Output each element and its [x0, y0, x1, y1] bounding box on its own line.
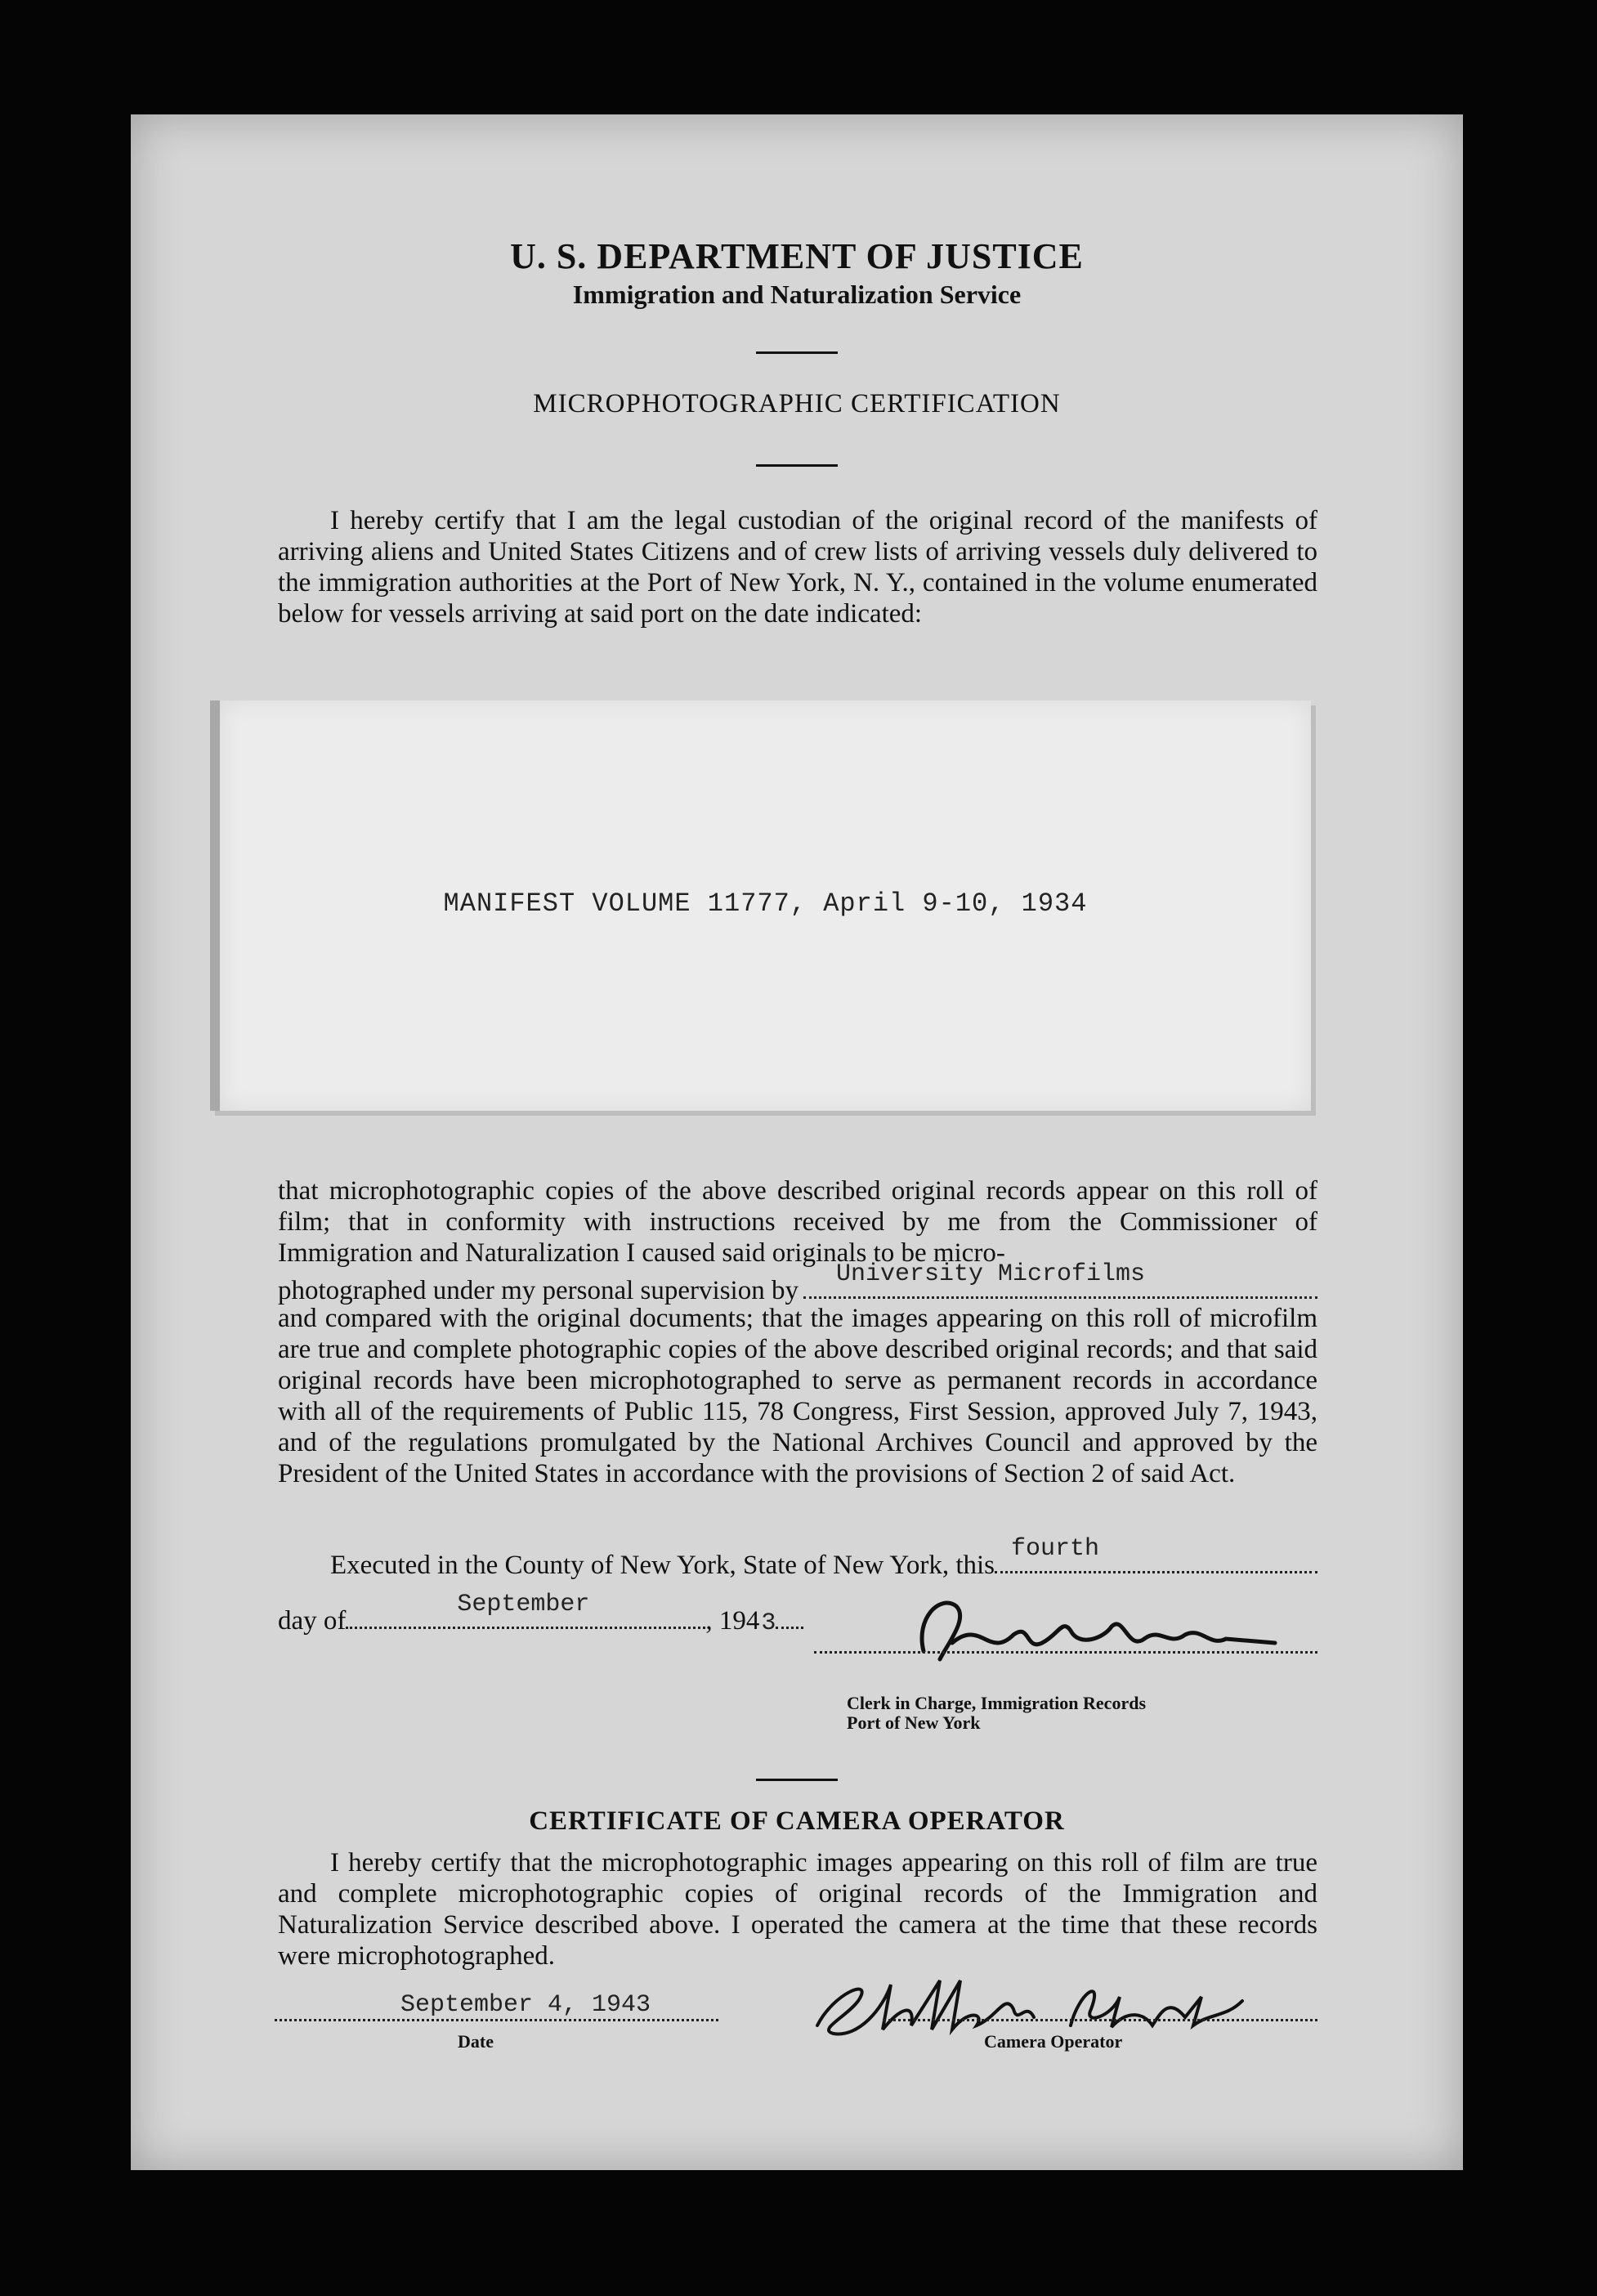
certificate-sheet: [131, 114, 1463, 2170]
supervision-line: [278, 1260, 1317, 1306]
camera-date-value: September 4, 1943: [400, 1991, 651, 2019]
service-subheading: Immigration and Naturalization Service: [572, 280, 1022, 309]
volume-slip: [210, 700, 1311, 1111]
clerk-signature-line: [814, 1651, 1317, 1654]
camera-paragraph: I hereby certify that the microphotographic images appearing on this roll of film are true and complete microphotographic copies of original records of the Immigration and Naturalization Service described above. I operated the camera at the time that these records were microphotographed.: [278, 1848, 1317, 1971]
supervisor-field: [803, 1260, 1317, 1299]
camera-operator-line: [883, 2019, 1317, 2021]
camera-heading: CERTIFICATE OF CAMERA OPERATOR: [529, 1806, 1065, 1836]
clerk-signature: [891, 1586, 1316, 1676]
camera-operator-label: Camera Operator: [984, 2031, 1123, 2052]
executed-day-value: fourth: [1011, 1535, 1100, 1563]
supervisor-value: University Microfilms: [835, 1260, 1146, 1288]
body-paragraph-1: that microphotographic copies of the above described original records appear on this roll of film; that in conformity with instructions received by me from the Commissioner of Immigration and Naturalization I caused said originals to be micro-: [278, 1176, 1317, 1268]
date-line: [275, 2019, 718, 2021]
day-of-label: day of: [278, 1606, 347, 1636]
year-prefix: , 194: [705, 1606, 760, 1636]
department-heading: U. S. DEPARTMENT OF JUSTICE: [510, 236, 1084, 276]
supervision-prefix: photographed under my personal supervision by: [278, 1276, 798, 1305]
divider: [756, 1779, 838, 1781]
clerk-title: [847, 1694, 1146, 1733]
date-label: Date: [458, 2031, 494, 2052]
clerk-title-line1: Clerk in Charge, Immigration Records: [847, 1693, 1147, 1713]
manifest-volume-text: MANIFEST VOLUME 11777, April 9-10, 1934: [443, 888, 1088, 919]
day-of-line: [278, 1591, 834, 1639]
month-field: [346, 1591, 705, 1629]
body-paragraph-2: and compared with the original documents; that the images appearing on this roll of microfilm are true and complete photographic copies of the above described original records; and that said original records have been microphotographed to serve as permanent records in accordance with all of the requirements of Public 115, 78 Congress, First Session, approved July 7, 1943, and of the regulations promulgated by the National Archives Council and approved by the President of the United States in accordance with the provisions of Section 2 of said Act.: [278, 1304, 1317, 1488]
executed-day-field: [995, 1535, 1317, 1573]
divider: [756, 351, 838, 354]
certification-title: MICROPHOTOGRAPHIC CERTIFICATION: [533, 389, 1061, 418]
executed-prefix: Executed in the County of New York, State of New York, this: [330, 1551, 995, 1580]
clerk-title-line2: Port of New York: [847, 1712, 981, 1733]
month-value: September: [457, 1591, 590, 1618]
divider: [756, 464, 838, 467]
intro-paragraph: I hereby certify that I am the legal custodian of the original record of the manifests of arriving aliens and United States Citizens and of crew lists of arriving vessels duly delivered to the immigration authorities at the Port of New York, N. Y., contained in the volume enumerated below for vessels arriving at said port on the date indicated:: [278, 506, 1317, 629]
executed-line: [330, 1535, 1317, 1581]
year-digit: 3: [761, 1609, 776, 1637]
year-dots: [776, 1602, 803, 1629]
